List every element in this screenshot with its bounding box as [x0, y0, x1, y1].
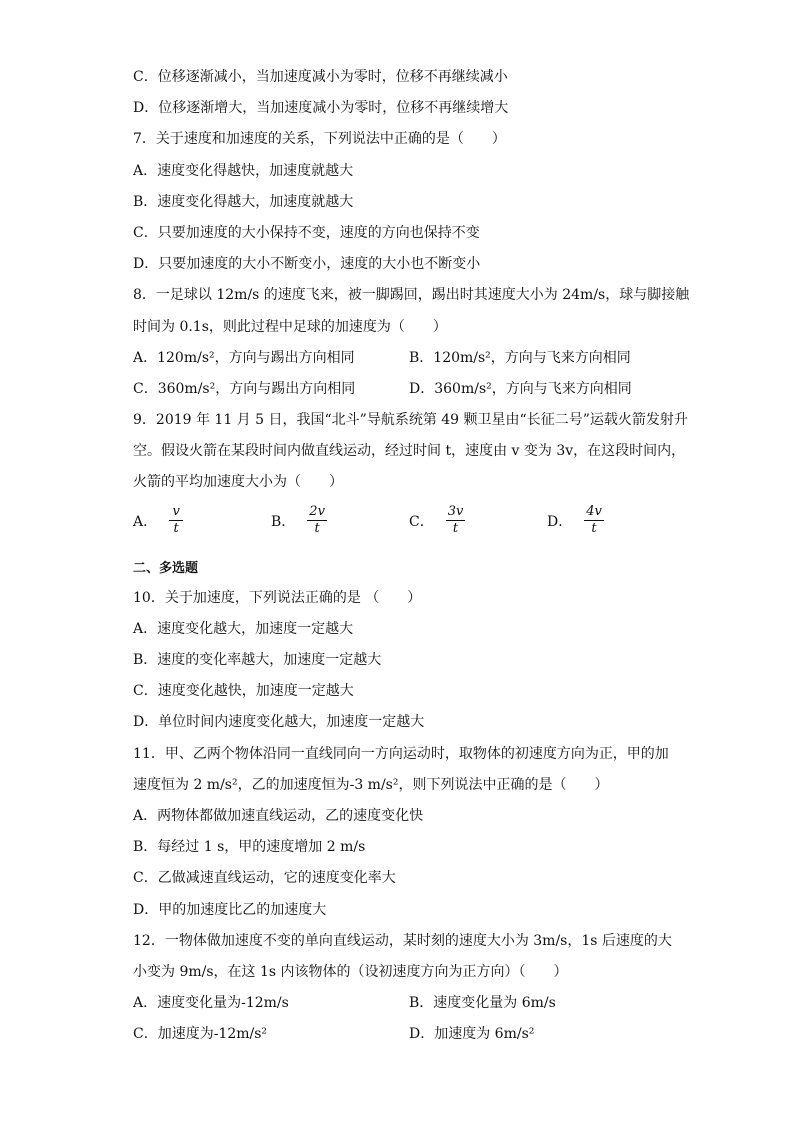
- q9-option-c-label: C．: [409, 513, 434, 530]
- q10-option-d: D．单位时间内速度变化越大，加速度一定越大: [133, 714, 425, 731]
- q12-options-row-1: [133, 988, 722, 1019]
- fraction-denominator: t: [314, 521, 320, 537]
- q11-option-a: A．两物体都做加速直线运动，乙的速度变化快: [133, 807, 424, 824]
- q8-option-b: B．120m/s²，方向与飞来方向相同: [409, 349, 631, 366]
- q9-option-d: [547, 505, 685, 536]
- q11-option-d: D．甲的加速度比乙的加速度大: [133, 901, 327, 918]
- q10-option-b: B．速度的变化率越大，加速度一定越大: [133, 652, 382, 668]
- q8-stem-line-1: 8．一足球以 12m/s 的速度飞来，被一脚踢回，踢出时其速度大小为 24m/s，球与脚接触: [133, 287, 690, 304]
- fraction-denominator: t: [591, 521, 597, 537]
- q12-stem-line-2: 小变为 9m/s，在这 1s 内该物体的（设初速度方向为正方向）（ ）: [133, 963, 568, 980]
- q8-stem-line-2: 时间为 0.1s，则此过程中足球的加速度为（ ）: [133, 318, 447, 335]
- q11-option-c: C．乙做减速直线运动，它的速度变化率大: [133, 870, 396, 887]
- q9-option-a-label: A．: [133, 513, 158, 530]
- q12-option-d: D．加速度为 6m/s²: [409, 1026, 535, 1043]
- q9-stem-line-1: 9．2019 年 11 月 5 日，我国“北斗”导航系统第 49 颗卫星由“长征二号”运载火箭发射升: [133, 412, 688, 429]
- q10-option-a: A．速度变化越大，加速度一定越大: [133, 620, 354, 637]
- q8-options-row-1: [133, 343, 722, 374]
- q9-option-b-fraction: [307, 505, 327, 536]
- q8-option-a: A．120m/s²，方向与踢出方向相同: [133, 349, 355, 366]
- q9-option-c: [409, 505, 547, 536]
- q9-option-c-fraction: [446, 505, 466, 536]
- q7-stem: 7．关于速度和加速度的关系，下列说法中正确的是（ ）: [133, 131, 506, 148]
- q8-option-d: D．360m/s²，方向与飞来方向相同: [409, 380, 632, 397]
- q11-stem-line-2: 速度恒为 2 m/s²，乙的加速度恒为-3 m/s²，则下列说法中正确的是（ ）: [133, 776, 609, 793]
- fraction-denominator: t: [173, 521, 179, 537]
- q10-stem: 10．关于加速度，下列说法正确的是 （ ）: [133, 589, 422, 606]
- q7-option-a: A．速度变化得越快，加速度就越大: [133, 162, 354, 179]
- q6-option-d: D．位移逐渐增大，当加速度减小为零时，位移不再继续增大: [133, 100, 509, 117]
- fraction-denominator: t: [452, 521, 459, 537]
- q9-option-a-fraction: [169, 505, 183, 536]
- q8-option-c: C．360m/s²，方向与踢出方向相同: [133, 380, 356, 397]
- q6-option-c: C．位移逐渐减小，当加速度减小为零时，位移不再继续减小: [133, 69, 508, 85]
- q9-option-d-fraction: [584, 505, 604, 536]
- fraction-numerator: 3v: [447, 504, 464, 520]
- fraction-numerator: 4v: [586, 504, 602, 520]
- q9-option-b-label: B．: [271, 513, 296, 530]
- q12-option-b: B．速度变化量为 6m/s: [409, 995, 556, 1012]
- q7-option-c: C．只要加速度的大小保持不变，速度的方向也保持不变: [133, 224, 480, 241]
- q12-stem-line-1: 12．一物体做加速度不变的单向直线运动，某时刻的速度大小为 3m/s，1s 后速度的大: [133, 932, 672, 949]
- q9-options-row: [133, 499, 722, 543]
- section-heading-multiple-choice: 二、多选题: [133, 560, 199, 576]
- q9-stem-line-2: 空。假设火箭在某段时间内做直线运动，经过时间 t，速度由 v 变为 3v，在这段时间内，: [133, 443, 686, 460]
- q12-option-c: C．加速度为-12m/s²: [133, 1026, 268, 1043]
- q9-option-a: [133, 505, 271, 536]
- q7-option-b: B．速度变化得越大，加速度就越大: [133, 193, 354, 210]
- q12-options-row-2: [133, 1019, 722, 1050]
- q10-option-c: C．速度变化越快，加速度一定越大: [133, 683, 354, 700]
- q8-options-row-2: [133, 374, 722, 405]
- fraction-numerator: v: [169, 505, 183, 521]
- q9-stem-line-3: 火箭的平均加速度大小为（ ）: [133, 474, 343, 491]
- q11-option-b: B．每经过 1 s，甲的速度增加 2 m/s: [133, 839, 366, 856]
- fraction-numerator: 2v: [309, 504, 325, 520]
- q12-option-a: A．速度变化量为-12m/s: [133, 995, 289, 1012]
- q7-option-d: D．只要加速度的大小不断变小，速度的大小也不断变小: [133, 256, 481, 273]
- q11-stem-line-1: 11．甲、乙两个物体沿同一直线同向一方向运动时，取物体的初速度方向为正，甲的加: [133, 745, 669, 762]
- q9-option-b: [271, 505, 409, 536]
- q9-option-d-label: D．: [547, 513, 573, 530]
